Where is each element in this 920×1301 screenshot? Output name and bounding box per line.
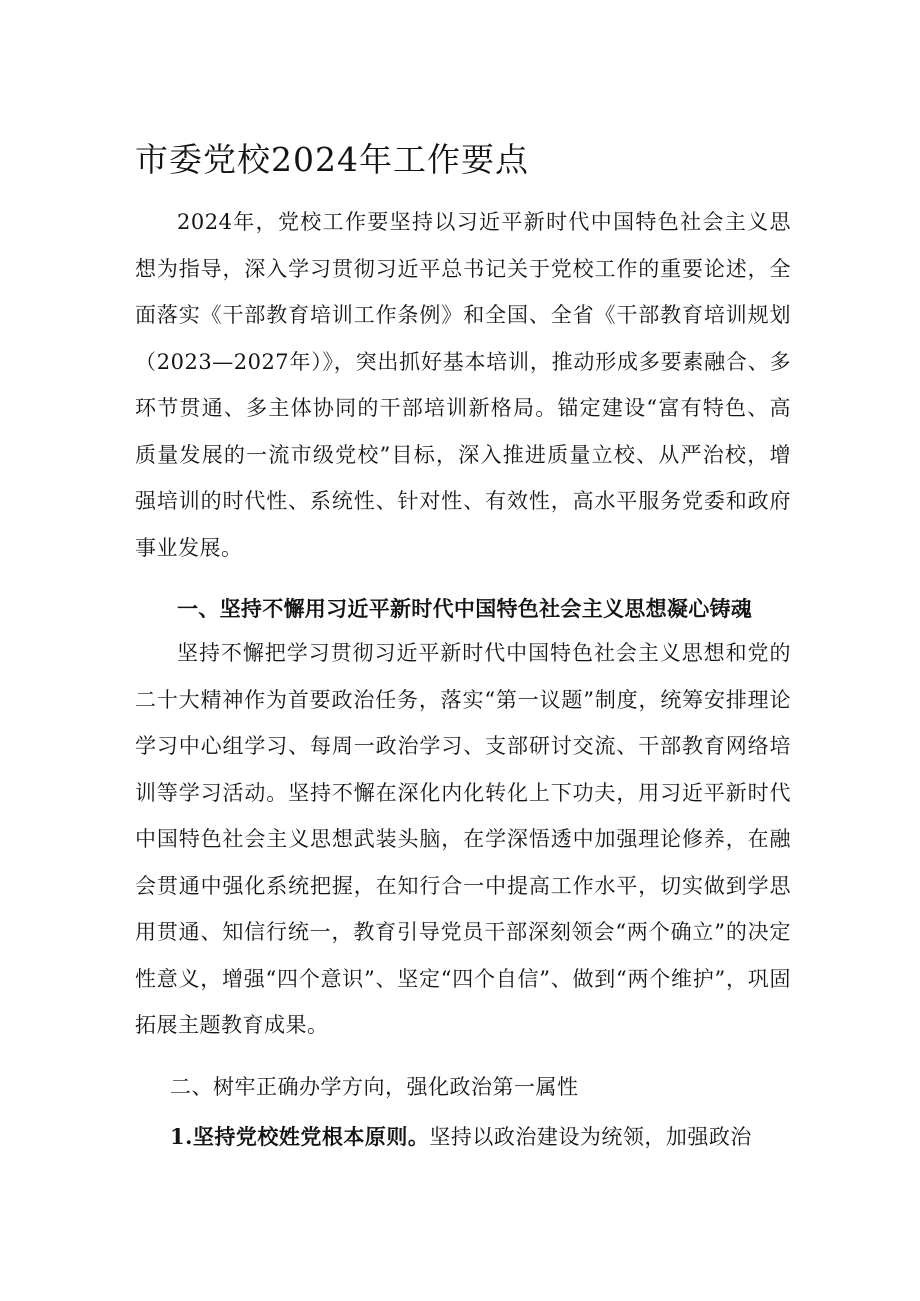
section-1-paragraph: 坚持不懈把学习贯彻习近平新时代中国特色社会主义思想和党的二十大精神作为首要政治任务，落实“第一议题”制度，统筹安排理论学习中心组学习、每周一政治学习、支部研讨交流、干部教育网络培训等学习活动。坚持不懈在深化内化转化上下功夫，用习近平新时代中国特色社会主义思想武装头脑，在学深悟透中加强理论修养，在融会贯通中强化系统把握，在知行合一中提高工作水平，切实做到学思用贯通、知信行统一，教育引导党员干部深刻领会“两个确立”的决定性意义，增强“四个意识”、坚定“四个自信”、做到“两个维护”，巩固拓展主题教育成果。 (135, 641, 791, 1037)
section-2-item-1-text: 坚持以政治建设为统领，加强政治 (429, 1125, 752, 1149)
section-2-heading: 二、树牢正确办学方向，强化政治第一属性 (170, 1075, 579, 1099)
section-2-item-1 (170, 1114, 752, 1160)
document-title: 市委党校2024年工作要点 (135, 140, 529, 179)
intro-paragraph: 2024年，党校工作要坚持以习近平新时代中国特色社会主义思想为指导，深入学习贯彻习近平总书记关于党校工作的重要论述，全面落实《干部教育培训工作条例》和全国、全省《干部教育培训规划（2023—2027年）》，突出抓好基本培训，推动形成多要素融合、多环节贯通、多主体协同的干部培训新格局。锚定建设“富有特色、高质量发展的一流市级党校”目标，深入推进质量立校、从严治校，增强培训的时代性、系统性、针对性、有效性，高水平服务党委和政府事业发展。 (135, 210, 791, 560)
section-2-item-1-lead: 1.坚持党校姓党根本原则。 (170, 1124, 430, 1149)
section-1-heading: 一、坚持不懈用习近平新时代中国特色社会主义思想凝心铸魂 (177, 596, 753, 621)
